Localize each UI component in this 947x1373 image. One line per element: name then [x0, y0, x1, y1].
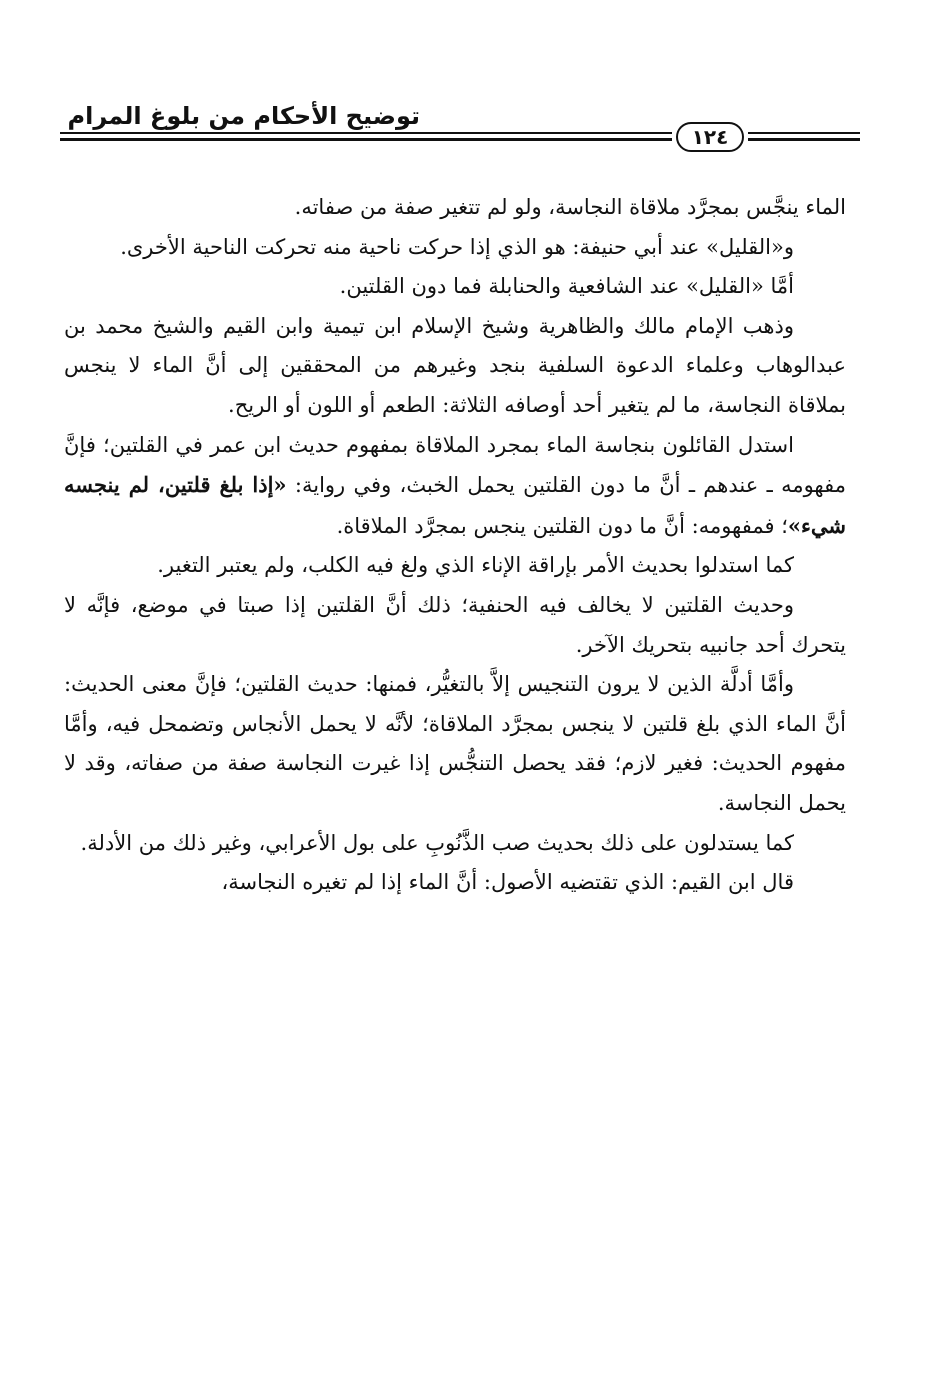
body-text: [64, 188, 846, 903]
paragraph: وأمَّا أدلَّة الذين لا يرون التنجيس إلاَّ بالتغيُّر، فمنها: حديث القلتين؛ فإنَّ معنى الحديث: أنَّ الماء الذي بلغ قلتين لا ينجس بمجرَّد الملاقاة؛ لأنَّه لا يحمل الأنجاس وتضمحل فيه، وأمَّا مفهوم الحديث: فغير لازم؛ فقد يحصل التنجُّس إذا غيرت النجاسة صفة من صفاته، وقد لا يحمل النجاسة.: [64, 672, 846, 815]
header-rule: [748, 138, 860, 141]
page-number: ١٢٤: [676, 122, 744, 152]
paragraph: كما يستدلون على ذلك بحديث صب الذَّنُوبِ على بول الأعرابي، وغير ذلك من الأدلة.: [80, 830, 794, 855]
page-header: [60, 96, 860, 166]
paragraph: كما استدلوا بحديث الأمر بإراقة الإناء الذي ولغ فيه الكلب، ولم يعتبر التغير.: [157, 553, 794, 578]
paragraph: وذهب الإمام مالك والظاهرية وشيخ الإسلام ابن تيمية وابن القيم والشيخ محمد بن عبدالوهاب وعلماء الدعوة السلفية بنجد وغيرهم من المحققين إلى أنَّ الماء لا ينجس بملاقاة النجاسة، ما لم يتغير أحد أوصافه الثلاثة: الطعم أو اللون أو الريح.: [64, 313, 846, 417]
paragraph: استدل القائلون بنجاسة الماء بمجرد الملاقاة بمفهوم حديث ابن عمر في القلتين؛ فإنَّ مفهومه ـ عندهم ـ أنَّ ما دون القلتين يحمل الخبث، وفي رواية: «إذا بلغ قلتين، لم ينجسه شيء»؛ فمفهومه: أنَّ ما دون القلتين ينجس بمجرَّد الملاقاة.: [64, 432, 846, 538]
running-title: توضيح الأحكام من بلوغ المرام: [67, 102, 420, 130]
paragraph: الماء ينجَّس بمجرَّد ملاقاة النجاسة، ولو لم تتغير صفة من صفاته.: [294, 195, 846, 219]
header-rule: [60, 132, 672, 134]
header-rule: [748, 132, 860, 134]
paragraph: و«القليل» عند أبي حنيفة: هو الذي إذا حركت ناحية منه تحركت الناحية الأخرى.: [120, 234, 794, 259]
paragraph: أمَّا «القليل» عند الشافعية والحنابلة فما دون القلتين.: [339, 274, 794, 299]
header-rule: [60, 138, 672, 141]
paragraph: قال ابن القيم: الذي تقتضيه الأصول: أنَّ الماء إذا لم تغيره النجاسة،: [221, 870, 794, 895]
paragraph: وحديث القلتين لا يخالف فيه الحنفية؛ ذلك أنَّ القلتين إذا صبتا في موضع، فإنَّه لا يتحرك أحد جانبيه بتحريك الآخر.: [64, 592, 846, 657]
hadith-quote: «إذا بلغ قلتين، لم ينجسه شيء»: [64, 472, 846, 538]
